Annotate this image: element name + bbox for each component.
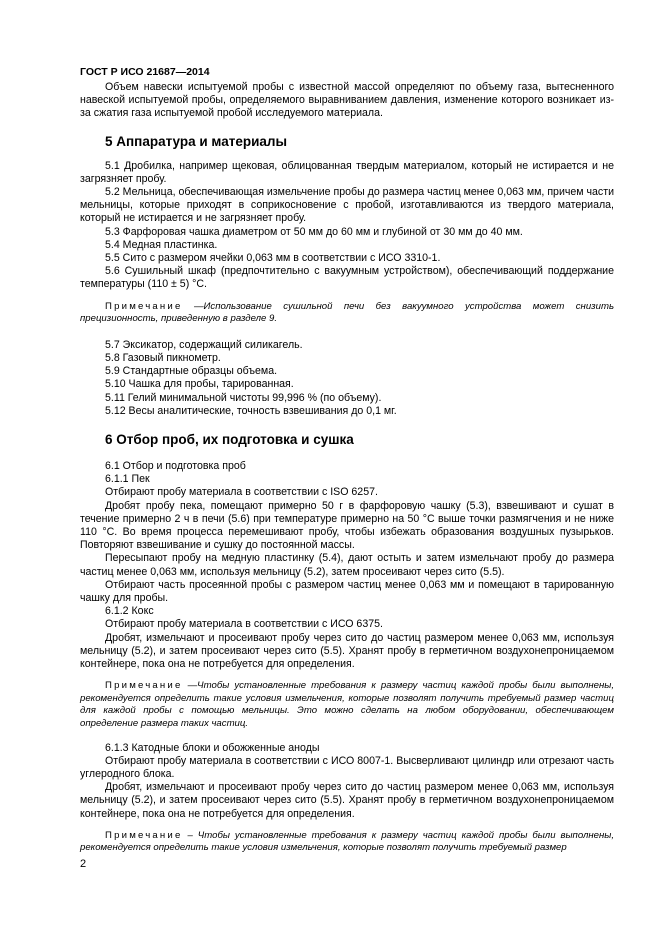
note-label: Примечание — [105, 300, 183, 312]
item-6-1: 6.1 Отбор и подготовка проб — [105, 460, 246, 473]
anody-paragraph: Дробят, измельчают и просеивают пробу через сито до частиц размером менее 0,063 мм, используя мельницу (5.2), и затем просеивают через сито (5.5). Хранят пробу в герметичном воздухонепроницаемом контейнере, пока она не потребуется для определения. — [80, 781, 614, 820]
note-text: —Использование сушильной печи без вакуумного устройства может снизить прецизионность, приведенную в разделе 9. — [80, 300, 614, 325]
item-5-2: 5.2 Мельница, обеспечивающая измельчение пробы до размера частиц менее 0,063 мм, причем части мельницы, которые приходят в соприкосновение с пробой, изготавливаются из твердого материала, который не истирается и не загрязняет пробу. — [80, 186, 614, 225]
item-6-1-1: 6.1.1 Пек — [105, 473, 150, 486]
item-5-10: 5.10 Чашка для пробы, тарированная. — [105, 378, 294, 391]
item-5-5: 5.5 Сито с размером ячейки 0,063 мм в соответствии с ИСО 3310-1. — [105, 252, 441, 265]
note-5 — [80, 301, 614, 326]
item-5-8: 5.8 Газовый пикнометр. — [105, 352, 221, 365]
pek-paragraph: Пересыпают пробу на медную пластинку (5.4), дают остыть и затем измельчают пробу до размера частиц менее 0,063 мм, используя мельницу (5.2), затем просеивают через сито (5.5). — [80, 552, 614, 578]
note-text: – Чтобы установленные требования к размеру частиц каждой пробы были выполнены, рекомендуется определить такие условия измельчения, которые позволят получить требуемый размер — [80, 829, 614, 854]
item-5-7: 5.7 Эксикатор, содержащий силикагель. — [105, 338, 303, 351]
intro-paragraph: Объем навески испытуемой пробы с известной массой определяют по объему газа, вытесненного навеской испытуемой пробы, определяемого выравниванием давления, изменение которого возникает из-за сжатия газа испытуемой пробой исследуемого материала. — [80, 81, 614, 120]
item-5-9: 5.9 Стандартные образцы объема. — [105, 365, 278, 378]
section-6-heading: 6 Отбор проб, их подготовка и сушка — [105, 432, 354, 448]
note-6-2 — [80, 830, 614, 855]
pek-paragraph: Отбирают часть просеянной пробы с размером частиц менее 0,063 мм и помещают в тарированную чашку для пробы. — [80, 578, 614, 605]
item-5-4: 5.4 Медная пластинка. — [105, 238, 218, 251]
note-6-1 — [80, 680, 614, 730]
koks-paragraph: Дробят, измельчают и просеивают пробу через сито до частиц размером менее 0,063 мм, используя мельницу (5.2), и затем просеивают через сито (5.5). Хранят пробу в герметичном воздухонепроницаемом контейнере, пока она не потребуется для определения. — [80, 631, 614, 671]
item-5-12: 5.12 Весы аналитические, точность взвешивания до 0,1 мг. — [105, 404, 397, 417]
item-5-11: 5.11 Гелий минимальной чистоты 99,996 % (по объему). — [105, 391, 382, 404]
page-content — [80, 81, 614, 855]
item-5-3: 5.3 Фарфоровая чашка диаметром от 50 мм до 60 мм и глубиной от 30 мм до 40 мм. — [105, 225, 523, 238]
item-6-1-3: 6.1.3 Катодные блоки и обожженные аноды — [105, 741, 320, 754]
note-text: —Чтобы установленные требования к размеру частиц каждой пробы были выполнены, рекомендуется определить такие условия измельчения, которые позволят получить требуемый размер частиц для каждой пробы с помощью мельницы. Это можно сделать на любом оборудовании, обеспечивающем определение размера таких частиц. — [80, 680, 614, 730]
document-header: ГОСТ Р ИСО 21687—2014 — [80, 66, 210, 78]
section-5-heading: 5 Аппаратура и материалы — [105, 133, 288, 149]
page-number: 2 — [80, 858, 87, 870]
item-5-6: 5.6 Сушильный шкаф (предпочтительно с вакуумным устройством), обеспечивающий поддержание температуры (110 ± 5) °С. — [80, 265, 614, 291]
note-label: Примечание — [105, 680, 183, 692]
koks-paragraph: Отбирают пробу материала в соответствии с ИСО 6375. — [105, 618, 383, 631]
item-6-1-2: 6.1.2 Кокс — [105, 605, 154, 618]
note-label: Примечание — [105, 829, 183, 841]
pek-paragraph: Дробят пробу пека, помещают примерно 50 г в фарфоровую чашку (5.3), взвешивают и сушат в течение примерно 2 ч в печи (5.6) при температуре примерно на 50 °С выше точки размягчения и не ниже 110 °С. Во время процесса перемешивают пробу, чтобы избежать образования воздушных пузырьков. Повторяют взвешивание и сушку до постоянной массы. — [80, 499, 614, 552]
anody-paragraph: Отбирают пробу материала в соответствии с ИСО 8007-1. Высверливают цилиндр или отрезают часть углеродного блока. — [80, 754, 614, 781]
item-5-1: 5.1 Дробилка, например щековая, облицованная твердым материалом, который не истирается и не загрязняет пробу. — [80, 159, 614, 185]
pek-paragraph: Отбирают пробу материала в соответствии с ISO 6257. — [105, 486, 378, 499]
